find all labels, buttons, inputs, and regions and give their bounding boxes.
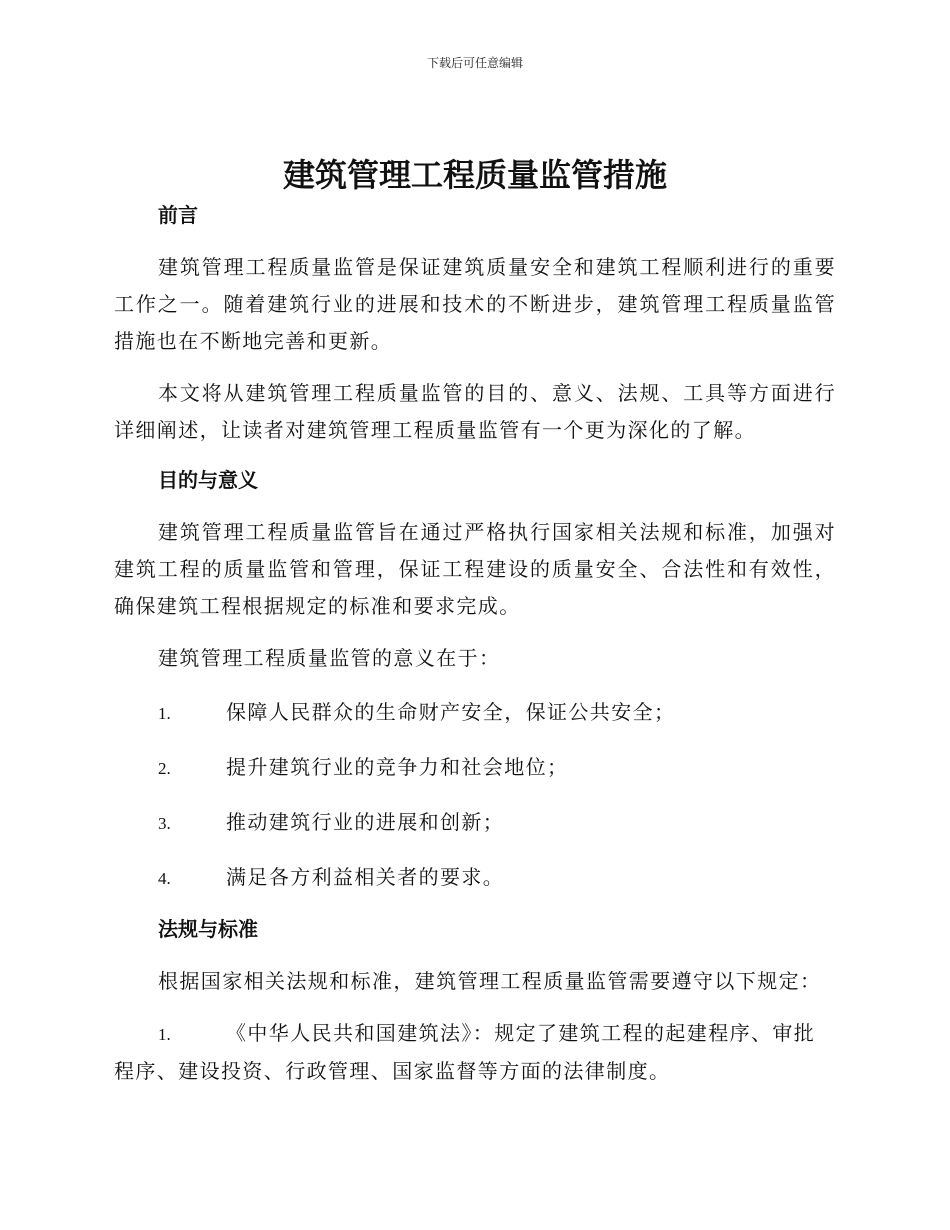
list-item <box>114 859 836 897</box>
paragraph: 建筑管理工程质量监管旨在通过严格执行国家相关法规和标准，加强对建筑工程的质量监管和管理，保证工程建设的质量安全、合法性和有效性，确保建筑工程根据规定的标准和要求完成。 <box>114 520 836 618</box>
paragraph: 根据国家相关法规和标准，建筑管理工程质量监管需要遵守以下规定： <box>158 969 822 993</box>
document-body <box>114 200 836 1090</box>
list-text: 满足各方利益相关者的要求。 <box>226 865 505 889</box>
list-number: 1. <box>158 1025 171 1044</box>
header-note: 下载后可任意编辑 <box>426 56 523 70</box>
list-item <box>114 749 836 787</box>
list-text: 提升建筑行业的竞争力和社会地位； <box>226 755 569 779</box>
document-title: 建筑管理工程质量监管措施 <box>282 156 667 194</box>
list-text: 保障人民群众的生命财产安全，保证公共安全； <box>226 700 676 724</box>
list-text: 推动建筑行业的进展和创新； <box>226 810 505 834</box>
list-item <box>114 694 836 732</box>
list-text: 《中华人民共和国建筑法》：规定了建筑工程的起建程序、审批程序、建设投资、行政管理、国家监督等方面的法律制度。 <box>114 1021 816 1083</box>
list-item <box>114 804 836 842</box>
paragraph: 本文将从建筑管理工程质量监管的目的、意义、法规、工具等方面进行详细阐述，让读者对建筑管理工程质量监管有一个更为深化的了解。 <box>114 381 836 442</box>
list-number: 3. <box>158 814 171 833</box>
list-number: 1. <box>158 704 171 723</box>
paragraph: 建筑管理工程质量监管的意义在于： <box>158 646 501 670</box>
section-heading-laws: 法规与标准 <box>158 917 258 941</box>
paragraph: 建筑管理工程质量监管是保证建筑质量安全和建筑工程顺利进行的重要工作之一。随着建筑行业的进展和技术的不断进步，建筑管理工程质量监管措施也在不断地完善和更新。 <box>114 255 836 353</box>
list-item <box>114 1015 836 1090</box>
section-heading-purpose: 目的与意义 <box>158 468 258 492</box>
section-heading-preface: 前言 <box>158 203 198 227</box>
list-number: 4. <box>158 869 171 888</box>
list-number: 2. <box>158 759 171 778</box>
